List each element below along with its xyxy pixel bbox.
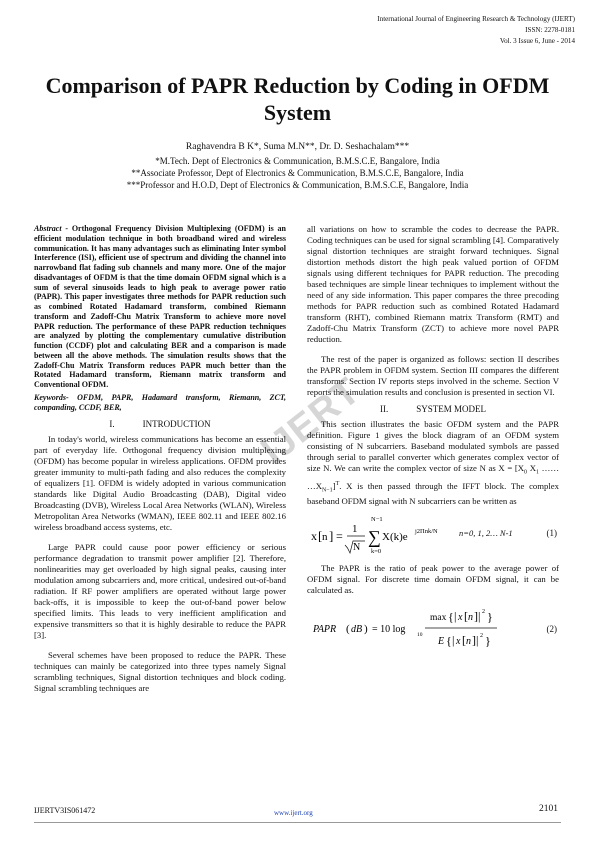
svg-text:]: ] bbox=[474, 609, 478, 624]
right-column bbox=[307, 224, 559, 662]
svg-text:|: | bbox=[452, 633, 455, 648]
svg-text:{: { bbox=[446, 634, 452, 649]
footer-rule bbox=[34, 822, 561, 823]
affiliation-1: *M.Tech. Dept of Electronics & Communication, B.M.S.C.E, Bangalore, India bbox=[155, 156, 440, 166]
section-title: INTRODUCTION bbox=[142, 418, 211, 429]
affiliations bbox=[40, 155, 555, 192]
intro-paragraph-3: Several schemes have been proposed to reduce the PAPR. These techniques can mainly be categorized into three types namely Signal scrambling techniques, Signal distortion techniques and block coding. Signal scrambling techniques are bbox=[34, 649, 286, 693]
abstract-label: Abstract - bbox=[34, 224, 69, 233]
svg-text:}: } bbox=[485, 634, 491, 649]
svg-text:n: n bbox=[468, 612, 473, 624]
svg-text:k=0: k=0 bbox=[371, 548, 382, 556]
equation-1-formula bbox=[309, 513, 459, 557]
intro-paragraph-1: In today's world, wireless communications has become an essential part of everyday life. Orthogonal frequency division multiplexing (OFDM) has become popular in wireless applications. OFDM provides greater immunity to multi-path fading and also reduces the complexity of equalizers [1]. OFDM is widely adopted in various communication standards like Digital Audio Broadcasting (DAB), Digital video Broadcasting (DVB), Wireless Local Area Networks (WLAN), Wireless Metropolitan Area Networks (WMAN), IEEE 802.11 and IEEE 802.16 wireless broadband access systems, etc. bbox=[34, 433, 286, 532]
svg-text:dB: dB bbox=[351, 624, 363, 636]
equation-2-formula bbox=[313, 604, 513, 656]
journal-name: International Journal of Engineering Research & Technology (IJERT) bbox=[377, 15, 575, 23]
left-column bbox=[34, 224, 286, 694]
svg-text:x: x bbox=[458, 612, 463, 624]
affiliation-2: **Associate Professor, Dept of Electronics & Communication, B.M.S.C.E, Bangalore, India bbox=[131, 168, 464, 179]
svg-text:∑: ∑ bbox=[368, 527, 381, 548]
svg-text:]: ] bbox=[472, 633, 476, 648]
paper-title: Comparison of PAPR Reduction by Coding in OFDM System bbox=[45, 73, 550, 125]
svg-text:=: = bbox=[336, 529, 343, 544]
section-title: SYSTEM MODEL bbox=[416, 404, 486, 414]
volume-issue: Vol. 3 Issue 6, June - 2014 bbox=[499, 37, 575, 46]
svg-text:PAPR: PAPR bbox=[313, 624, 337, 636]
watermark: IJERT bbox=[253, 369, 369, 473]
svg-text:2: 2 bbox=[480, 633, 483, 640]
svg-text:E: E bbox=[438, 636, 445, 648]
svg-text:{: { bbox=[448, 610, 454, 625]
svg-text:N: N bbox=[353, 542, 361, 554]
equation-1-condition: n=0, 1, 2… N-1 bbox=[459, 528, 513, 539]
svg-text:]: ] bbox=[329, 528, 334, 544]
abstract-text: Orthogonal Frequency Division Multiplexing (OFDM) is an efficient modulation technique in both broadband wired and wireless communication. It has many advantages such as eliminating Inter symbol Interference (ISI), efficient use of spectrum and dividing the channel into narrowband flat fading sub channels and many more. One of the major disadvantages of OFDM is that the time domain OFDM signal which is a sum of several sinusoids leads to high peak to average power ratio (PAPR). This paper investigates three methods for PAPR reduction such as combined Rotated Hadamard transform, combined Riemann transform and Zadoff-Chu Matrix Transform to achieve more novel PAPR reduction. The performance of these PAPR reduction techniques are analyzed by plotting the complementary cumulative distribution function (CCDF) plot and calculating BER and a comparison is made between all the above methods. The simulation results shows that the Zadoff-Chu Matrix Transform reduces PAPR much better than the Rotated Hadamard transform, Riemann matrix transform and Conventional OFDM. bbox=[34, 224, 286, 389]
svg-text:): ) bbox=[364, 623, 368, 636]
svg-text:1: 1 bbox=[352, 523, 358, 536]
svg-text:max: max bbox=[430, 613, 447, 624]
svg-text:[: [ bbox=[464, 609, 468, 624]
svg-text:[: [ bbox=[462, 633, 466, 648]
svg-text:j2Πnk/N: j2Πnk/N bbox=[415, 528, 438, 536]
section-number: II. bbox=[379, 404, 389, 414]
section-heading-introduction bbox=[34, 419, 286, 430]
svg-text:x: x bbox=[311, 529, 317, 544]
affiliation-3: ***Professor and H.O.D, Dept of Electronics & Communication, B.M.S.C.E, Bangalore, India bbox=[126, 180, 469, 191]
body-paragraph-2: The rest of the paper is organized as follows: section II describes the PAPR problem in OFDM system. Section III compares the different transforms. Section IV reports steps involved in the scheme. Section V reports the simulation results and conclusion is presented in section VI. bbox=[307, 354, 559, 397]
svg-text:n: n bbox=[466, 636, 471, 648]
svg-text:[: [ bbox=[318, 528, 323, 544]
svg-text:N−1: N−1 bbox=[371, 516, 383, 524]
keywords: Keywords- OFDM, PAPR, Hadamard transform, Riemann, ZCT, companding, CCDF, BER, bbox=[34, 392, 286, 412]
equation-2-number: (2) bbox=[546, 624, 557, 635]
section-number: I. bbox=[109, 418, 115, 429]
body-paragraph-1: all variations on how to scramble the codes to decrease the PAPR. Coding techniques can be used for signal scrambling [4]. Comparatively signal distortion techniques are straight forward techniques. Signal distortion methods distort the high peak valued portion of OFDM signals using different techniques for PAPR reduction. The precoding based techniques are simple linear techniques to implement without the need of any side information. This paper compares the three precoding methods for PAPR reduction such as combined Rotated Hadamard transform (RHT), combined Riemann matrix Transform (RMT) and Zadoff-Chu Matrix Transform (ZCT) to achieve more novel PAPR reduction. bbox=[307, 224, 559, 344]
intro-paragraph-2: Large PAPR could cause poor power efficiency or serious performance degradation to transmit power amplifier [2]. Therefore, nonlinearities may get overloaded by high signal peaks, causing inter modulation among subcarriers and, more critical, undesired out-of-band radiation. If RF power amplifiers are operated without large power back-offs, it is impossible to keep the out-of-band power below specified limits. This leads to very inefficient amplification and expensive transmitters so that it is highly desirable to reduce the PAPR [3]. bbox=[34, 541, 286, 640]
journal-header bbox=[377, 14, 575, 48]
svg-text:}: } bbox=[487, 610, 493, 625]
svg-text:x: x bbox=[456, 636, 461, 648]
papr-definition-paragraph: The PAPR is the ratio of peak power to the average power of OFDM signal. For discrete time domain OFDM signal, it can be calculated as. bbox=[307, 563, 559, 596]
section-heading-system-model bbox=[307, 404, 559, 415]
svg-text:10: 10 bbox=[417, 632, 423, 639]
issn: ISSN: 2278-0181 bbox=[525, 26, 575, 35]
svg-text:|: | bbox=[478, 609, 481, 624]
svg-text:= 10 log: = 10 log bbox=[372, 624, 406, 636]
svg-text:|: | bbox=[476, 633, 479, 648]
svg-text:X(k)e: X(k)e bbox=[382, 531, 408, 544]
system-model-paragraph: This section illustrates the basic OFDM system and the PAPR definition. Figure 1 gives the block diagram of an OFDM system consisting of N subcarriers. Baseband modulated symbols are passed through serial to parallel converter which generates complex vector of size N. We can write the complex vector of size N as $X = [X_0$ $X_1$ …… $\dots X_{N-1}]^T$. X is then passed through the IFFT block. The complex baseband OFDM signal with N subcarriers can be written as bbox=[307, 419, 560, 507]
journal-url-link[interactable]: www.ijert.org bbox=[274, 809, 313, 817]
svg-text:(: ( bbox=[346, 623, 350, 636]
equation-1-number: (1) bbox=[546, 528, 557, 539]
equation-1 bbox=[307, 513, 559, 557]
paper-id: IJERTV3IS061472 bbox=[34, 806, 96, 815]
page-number: 2101 bbox=[539, 804, 558, 814]
equation-2 bbox=[307, 604, 559, 656]
authors: Raghavendra B K*, Suma M.N**, Dr. D. Seshachalam*** bbox=[185, 142, 410, 152]
svg-text:|: | bbox=[454, 609, 457, 624]
abstract bbox=[34, 224, 286, 390]
svg-text:n: n bbox=[322, 531, 328, 544]
svg-text:2: 2 bbox=[482, 609, 485, 616]
